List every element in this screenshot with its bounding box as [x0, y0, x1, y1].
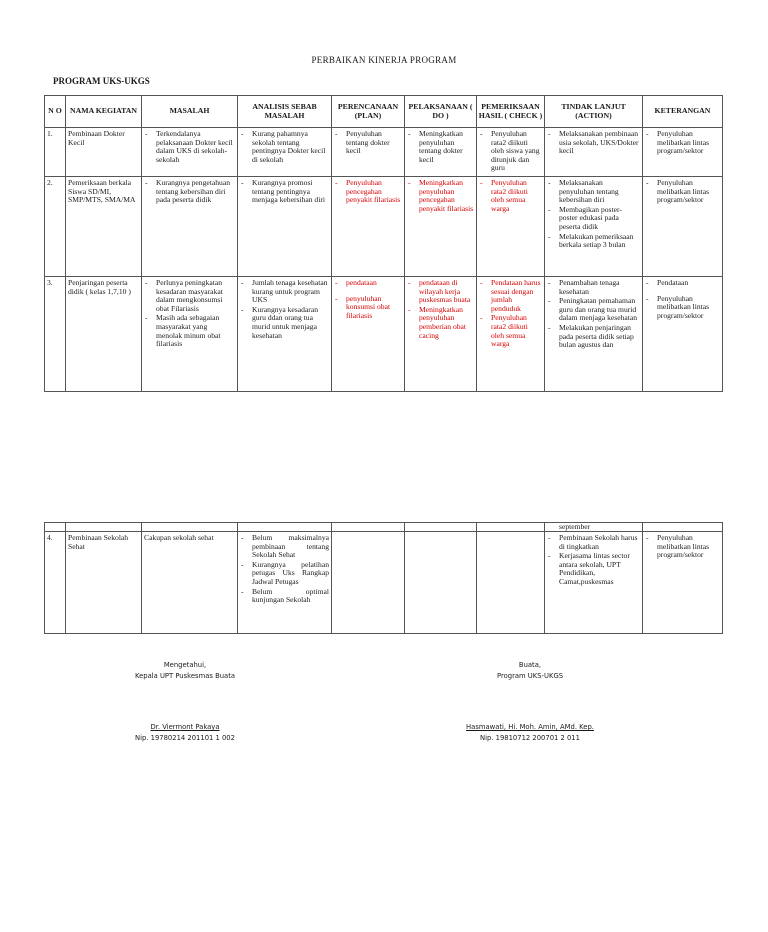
cell-no: 4. — [45, 532, 66, 634]
document-title: PERBAIKAN KINERJA PROGRAM — [311, 55, 457, 65]
continuation-text: september — [559, 522, 591, 531]
table-header-row — [45, 96, 723, 128]
list-item: - Belum optimal kunjungan Sekolah — [240, 588, 329, 605]
header-masalah: MASALAH — [142, 96, 238, 128]
list-item: - Melaksanakan pembinaan usia sekolah, UKS/Dokter kecil — [547, 130, 640, 156]
list-item: - Membagikan poster-poster edukasi pada peserta didik — [547, 206, 640, 232]
cell-do — [405, 176, 477, 276]
cell-analisis — [238, 276, 332, 391]
header-action: TINDAK LANJUT (ACTION) — [545, 96, 643, 128]
signature-right — [430, 660, 630, 744]
list-item: - Pendataan — [645, 279, 720, 288]
cell-do — [405, 128, 477, 177]
cell-keterangan — [643, 128, 723, 177]
cell-action-continuation — [545, 523, 643, 532]
sig-left-line1: Mengetahui, — [163, 661, 207, 669]
cell-action — [545, 128, 643, 177]
list-item: - Belum maksimalnya pembinaan tentang Sekolah Sehat — [240, 534, 329, 560]
table-row — [45, 176, 723, 276]
header-do: PELAKSANAAN ( DO ) — [405, 96, 477, 128]
list-item: - pendataan di wilayah kerja puskesmas buata — [407, 279, 474, 305]
cell-masalah: Cakupan sekolah sehat — [142, 532, 238, 634]
header-analisis: ANALISIS SEBAB MASALAH — [238, 96, 332, 128]
cell-no: 2. — [45, 176, 66, 276]
table-row — [45, 276, 723, 391]
cell-do — [405, 276, 477, 391]
cell-no: 1. — [45, 128, 66, 177]
cell-nama: Penjaringan peserta didik ( kelas 1,7,10 ) — [66, 276, 142, 391]
list-item: - Penyuluhan melibatkan lintas program/sektor — [645, 179, 720, 205]
header-check: PEMERIKSAAN HASIL ( CHECK ) — [477, 96, 545, 128]
list-item: - Meningkatkan penyuluhan pencegahan penyakit filariasis — [407, 179, 474, 213]
header-plan: PERENCANAAN (PLAN) — [332, 96, 405, 128]
list-item: - Perlunya peningkatan kesadaran masyarakat dalam mengkonsumsi obat Filariasis — [144, 279, 235, 313]
header-keterangan: KETERANGAN — [643, 96, 723, 128]
cell-action — [545, 176, 643, 276]
sig-right-line2: Program UKS-UKGS — [496, 672, 564, 680]
list-item: - Penyuluhan rata2 diikuti oleh semua warga — [479, 314, 542, 348]
list-item: - Melakukan pemeriksaan berkala setiap 3 bulan — [547, 233, 640, 250]
cell-no: 3. — [45, 276, 66, 391]
list-item: - Meningkatkan penyuluhan tentang dokter kecil — [407, 130, 474, 164]
cell-do — [405, 532, 477, 634]
cell-keterangan — [643, 176, 723, 276]
cell-plan — [332, 176, 405, 276]
list-item: - Penyuluhan pencegahan penyakit filariasis — [334, 179, 402, 205]
sig-left-nip: Nip. 19780214 201101 1 002 — [135, 734, 235, 742]
cell-plan — [332, 532, 405, 634]
list-item: - Penyuluhan rata2 diikuti oleh siswa yang ditunjuk dan guru — [479, 130, 542, 173]
list-item: - Pembinaan Sekolah harus di tingkatkan — [547, 534, 640, 551]
cell-nama: Pembinaan Dokter Kecil — [66, 128, 142, 177]
cell-keterangan — [643, 532, 723, 634]
table-row — [45, 128, 723, 177]
cell-check — [477, 532, 545, 634]
cell-check — [477, 276, 545, 391]
sig-right-nip: Nip. 19810712 200701 2 011 — [480, 734, 580, 742]
list-item: - Meningkatkan penyuluhan pemberian obat cacing — [407, 306, 474, 340]
list-item: - Penyuluhan melibatkan lintas program/sektor — [645, 130, 720, 156]
cell-check — [477, 176, 545, 276]
sig-right-name: Hasmawati, Hi. Moh. Amin, AMd. Kep. — [466, 723, 594, 731]
list-item: - Penyuluhan melibatkan lintas program/sektor — [645, 295, 720, 321]
cell-masalah — [142, 276, 238, 391]
program-subtitle: PROGRAM UKS-UKGS — [53, 76, 150, 86]
list-item: - penyuluhan konsumsi obat filariasis — [334, 295, 402, 321]
list-item: - Pendataan harus sesuai dengan jumlah penduduk — [479, 279, 542, 313]
cell-action — [545, 276, 643, 391]
list-item: - Masih ada sebagaian masyarakat yang menolak minum obat filariasis — [144, 314, 235, 348]
table-row — [45, 532, 723, 634]
cell-masalah — [142, 128, 238, 177]
sig-right-line1: Buata, — [518, 661, 542, 669]
list-item: - Kurangnya pelatihan petugas Uks Rangkap Jadwal Petugas — [240, 561, 329, 587]
list-item: - Melakukan penjaringan pada peserta didik setiap bulan agustus dan — [547, 324, 640, 350]
cell-analisis — [238, 128, 332, 177]
list-item: - pendataan — [334, 279, 402, 288]
signature-left — [95, 660, 275, 744]
cell-nama: Pembinaan Sekolah Sehat — [66, 532, 142, 634]
cell-keterangan — [643, 276, 723, 391]
cell-action — [545, 532, 643, 634]
cell-plan — [332, 128, 405, 177]
cell-masalah — [142, 176, 238, 276]
list-item: - Peningkatan pemahaman guru dan orang tua murid dalam menjaga kesehatan — [547, 297, 640, 323]
continuation-row — [45, 523, 723, 532]
cell-plan — [332, 276, 405, 391]
sig-left-line2: Kepala UPT Puskesmas Buata — [134, 672, 236, 680]
header-no: N O — [45, 96, 66, 128]
list-item: - Penyuluhan tentang dokter kecil — [334, 130, 402, 156]
list-item: - Kurang pahamnya sekolah tentang pentingnya Dokter kecil di sekolah — [240, 130, 329, 164]
list-item: - Kurangnya promosi tentang pentingnya menjaga kebersihan diri — [240, 179, 329, 205]
main-table — [44, 95, 723, 392]
cell-nama: Pemeriksaan berkala Siswa SD/MI, SMP/MTS, SMA/MA — [66, 176, 142, 276]
list-item: - Penyuluhan melibatkan lintas program/sektor — [645, 534, 720, 560]
list-item: - Kurangnya pengetahuan tentang kebersihan diri pada peserta didik — [144, 179, 235, 205]
header-nama-kegiatan: NAMA KEGIATAN — [66, 96, 142, 128]
list-item: - Melaksanakan penyuluhan tentang kebersihan diri — [547, 179, 640, 205]
list-item: - Penambahan tenaga kesehatan — [547, 279, 640, 296]
list-item: - Terkendalanya pelaksanaan Dokter kecil dalam UKS di sekolah-sekolah — [144, 130, 235, 164]
sig-left-name: Dr. Viermont Pakaya — [150, 723, 220, 731]
continuation-table — [44, 522, 723, 634]
cell-check — [477, 128, 545, 177]
cell-analisis — [238, 176, 332, 276]
list-item: - Kerjasama lintas sector antara sekolah, UPT Pendidikan, Camat,puskesmas — [547, 552, 640, 586]
list-item: - Penyuluhan rata2 diikuti oleh semua warga — [479, 179, 542, 213]
list-item: - Kurangnya kesadaran guru ddan orang tua murid untuk menjaga kesehatan — [240, 306, 329, 340]
list-item: - Jumlah tenaga kesehatan kurang untuk program UKS — [240, 279, 329, 305]
cell-analisis — [238, 532, 332, 634]
